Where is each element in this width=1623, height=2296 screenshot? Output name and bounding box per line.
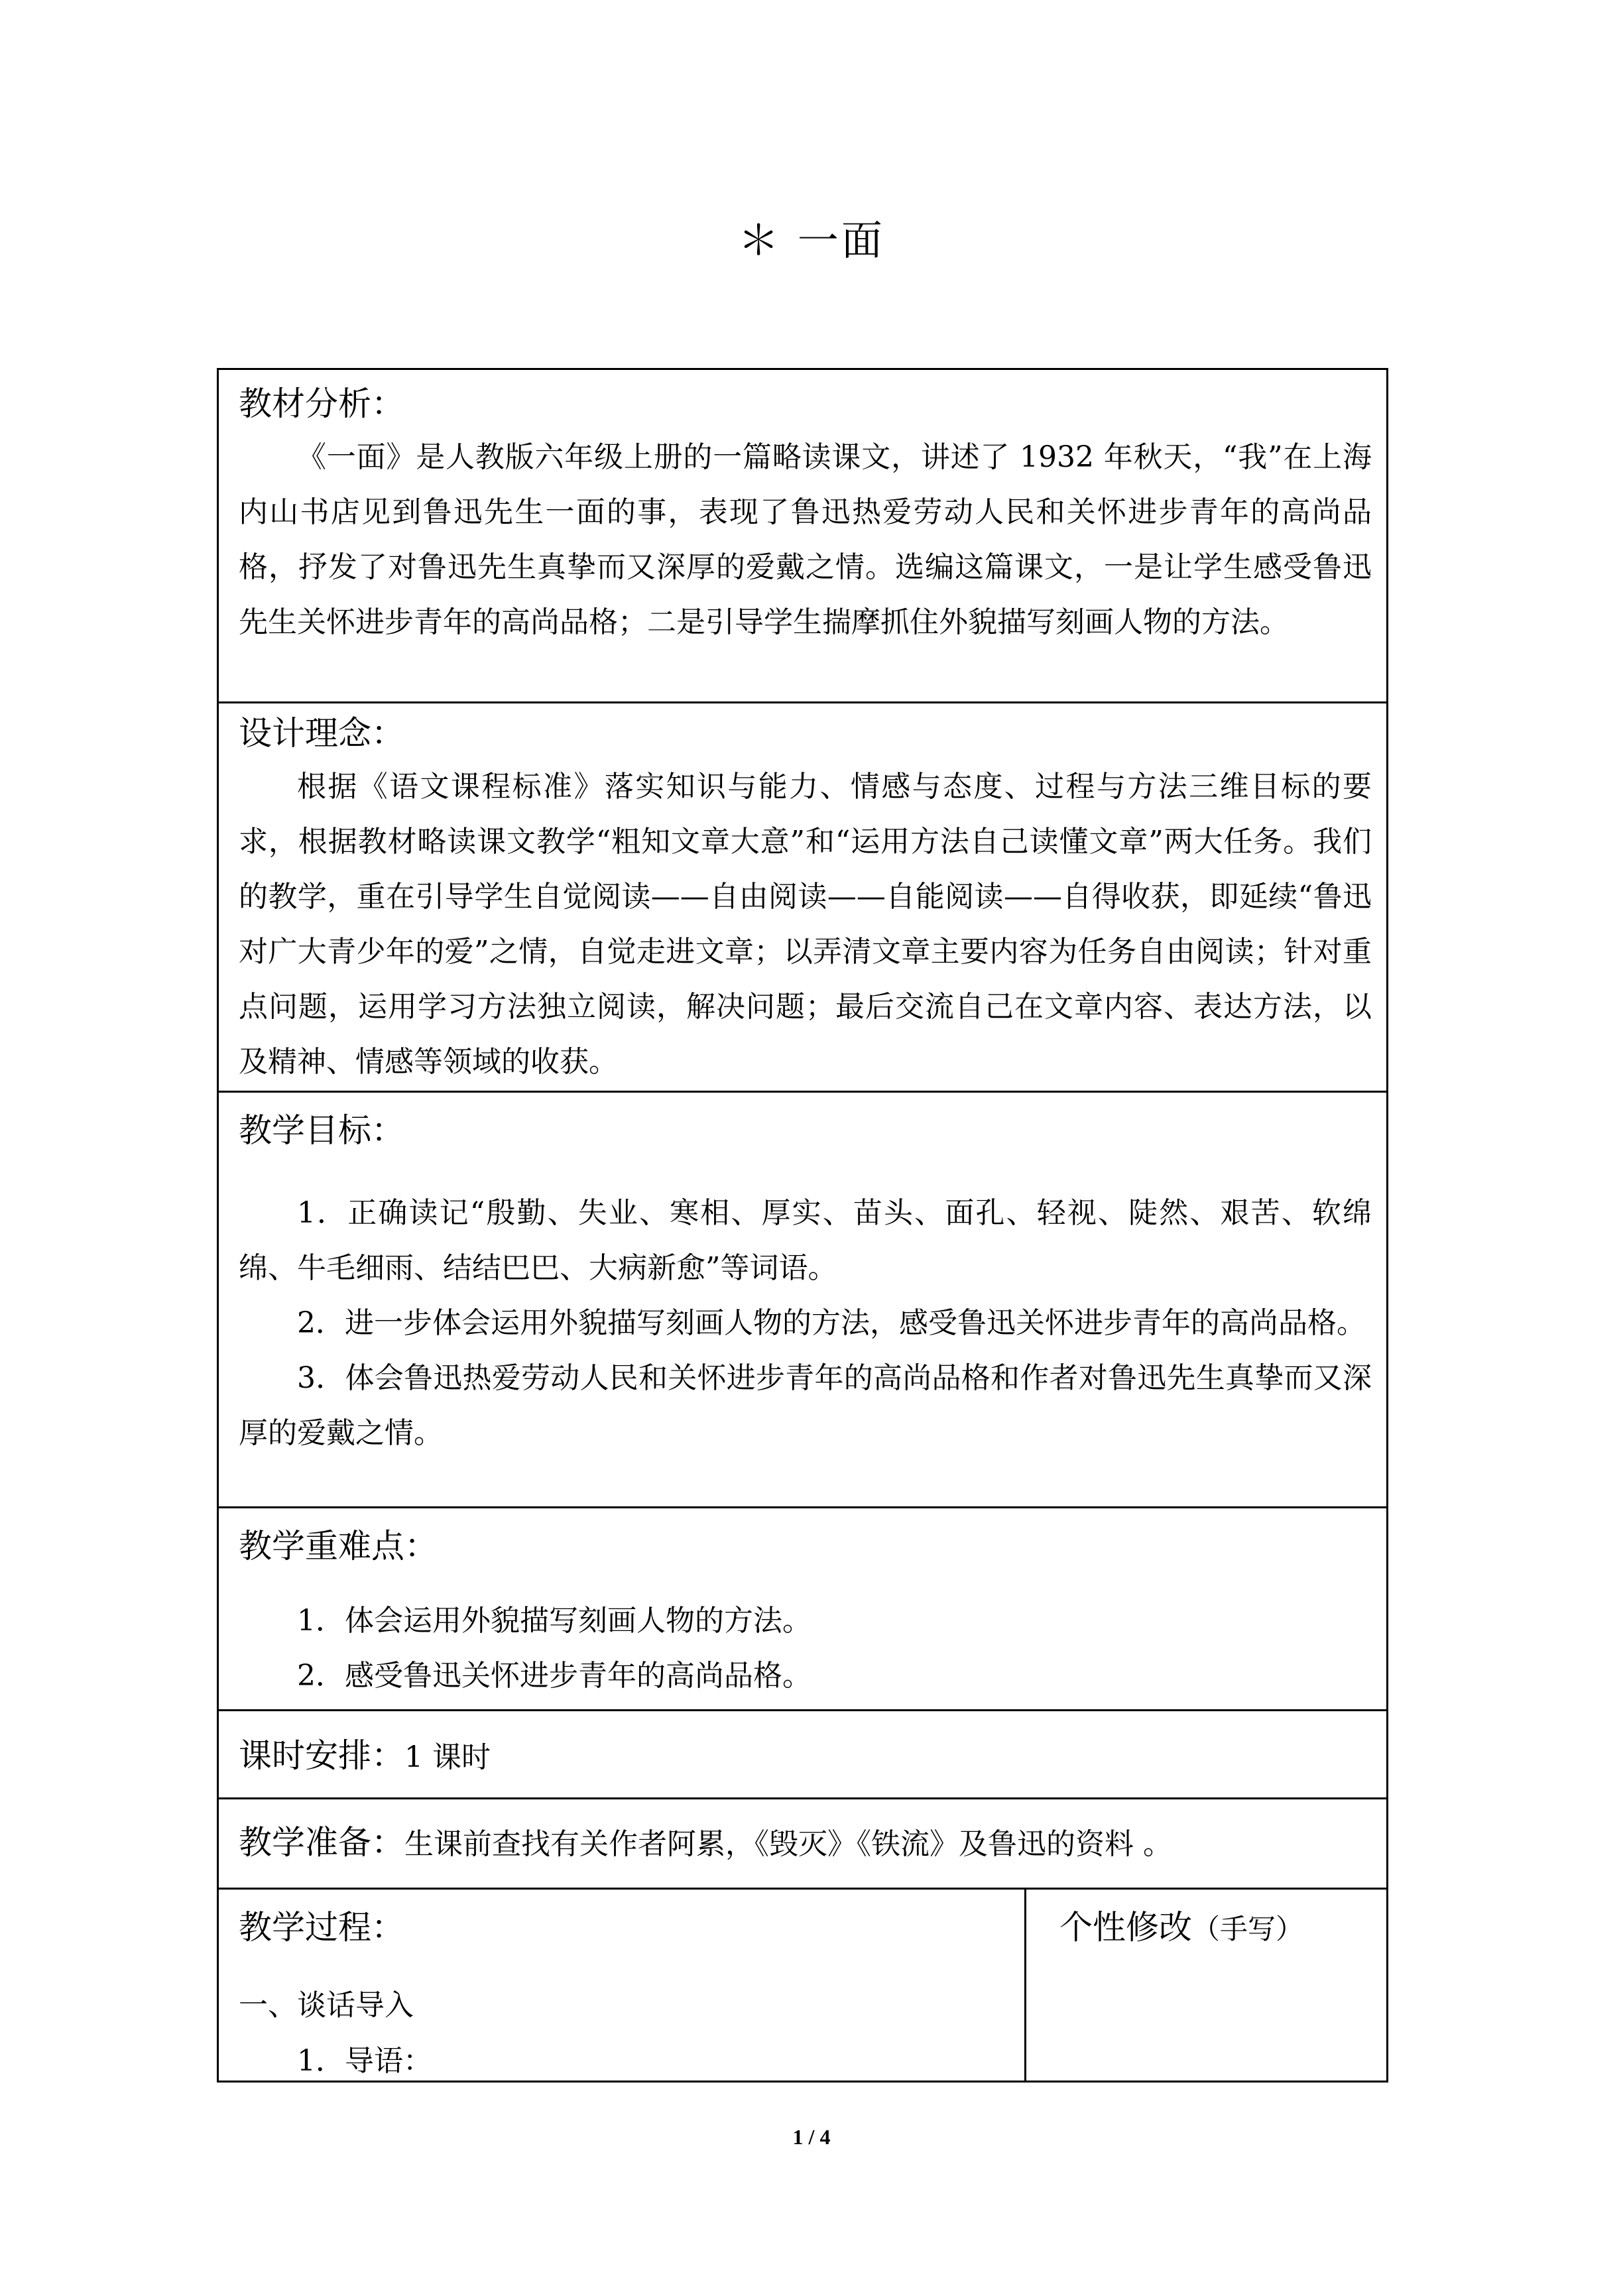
schedule-value: 1 课时: [404, 1740, 491, 1774]
schedule-row: [239, 1732, 491, 1781]
current-page: 1: [792, 2125, 804, 2149]
prep-row: [239, 1819, 1172, 1868]
page-title: ＊ 一面: [738, 216, 885, 265]
analysis-paragraph: 《一面》是人教版六年级上册的一篇略读课文，讲述了 1932 年秋天，“我”在上海内山书店见到鲁迅先生一面的事，表现了鲁迅热爱劳动人民和关怀进步青年的高尚品格，抒发了对鲁迅先生真挚而又深厚的爱戴之情。选编这篇课文，一是让学生感受鲁迅先生关怀进步青年的高尚品格；二是引导学生揣摩抓住外貌描写刻画人物的方法。: [239, 440, 1372, 639]
goal-item: 1．正确读记“殷勤、失业、寒相、厚实、苗头、面孔、轻视、陡然、艰苦、软绵绵、牛毛细雨、结结巴巴、大病新愈”等词语。: [239, 1196, 1372, 1285]
process-step: 一、谈话导入: [239, 1988, 414, 2022]
section-process: [219, 1890, 1386, 2081]
concept-text: [239, 759, 1372, 1089]
concept-heading: 设计理念：: [239, 714, 404, 753]
lesson-plan-table: [217, 368, 1388, 2083]
analysis-heading: 教材分析：: [239, 385, 404, 423]
keypoint-item: 2．感受鲁迅关怀进步青年的高尚品格。: [297, 1659, 812, 1693]
section-prep: [219, 1799, 1386, 1890]
section-goals: [219, 1093, 1386, 1508]
keypoints-heading: 教学重难点：: [239, 1527, 438, 1565]
prep-value: 生课前查找有关作者阿累，《毁灭》《铁流》及鲁迅的资料 。: [404, 1827, 1172, 1861]
schedule-heading: 课时安排：: [239, 1736, 404, 1775]
personal-edit-label: 个性修改: [1059, 1908, 1192, 1947]
keypoints-list: [239, 1593, 1372, 1703]
process-substep: 1．导语：: [297, 2044, 432, 2078]
section-keypoints: [219, 1508, 1386, 1711]
section-concept: [219, 703, 1386, 1093]
total-pages: 4: [819, 2125, 831, 2149]
prep-heading: 教学准备：: [239, 1823, 404, 1862]
column-divider: [1024, 1890, 1026, 2081]
page-separator: /: [803, 2125, 820, 2149]
concept-paragraph: 根据《语文课程标准》落实知识与能力、情感与态度、过程与方法三维目标的要求，根据教材略读课文教学“粗知文章大意”和“运用方法自己读懂文章”两大任务。我们的教学，重在引导学生自觉阅读——自由阅读——自能阅读——自得收获，即延续“鲁迅对广大青少年的爱”之情，自觉走进文章；以弄清文章主要内容为任务自由阅读；针对重点问题，运用学习方法独立阅读，解决问题；最后交流自己在文章内容、表达方法，以及精神、情感等领域的收获。: [239, 770, 1372, 1079]
goals-heading: 教学目标：: [239, 1111, 404, 1150]
page-number: [0, 2125, 1623, 2149]
goal-item: 3．体会鲁迅热爱劳动人民和关怀进步青年的高尚品格和作者对鲁迅先生真挚而又深厚的爱戴之情。: [239, 1361, 1372, 1450]
section-analysis: [219, 370, 1386, 703]
analysis-text: [239, 430, 1372, 650]
goals-list: [239, 1185, 1372, 1461]
handwritten-note: （手写）: [1192, 1913, 1304, 1945]
keypoint-item: 1．体会运用外貌描写刻画人物的方法。: [297, 1604, 812, 1638]
process-heading: 教学过程：: [239, 1908, 404, 1947]
goal-item: 2．进一步体会运用外貌描写刻画人物的方法，感受鲁迅关怀进步青年的高尚品格。: [297, 1306, 1366, 1340]
section-schedule: [219, 1711, 1386, 1799]
personal-edit-column-heading: [1059, 1904, 1303, 1953]
